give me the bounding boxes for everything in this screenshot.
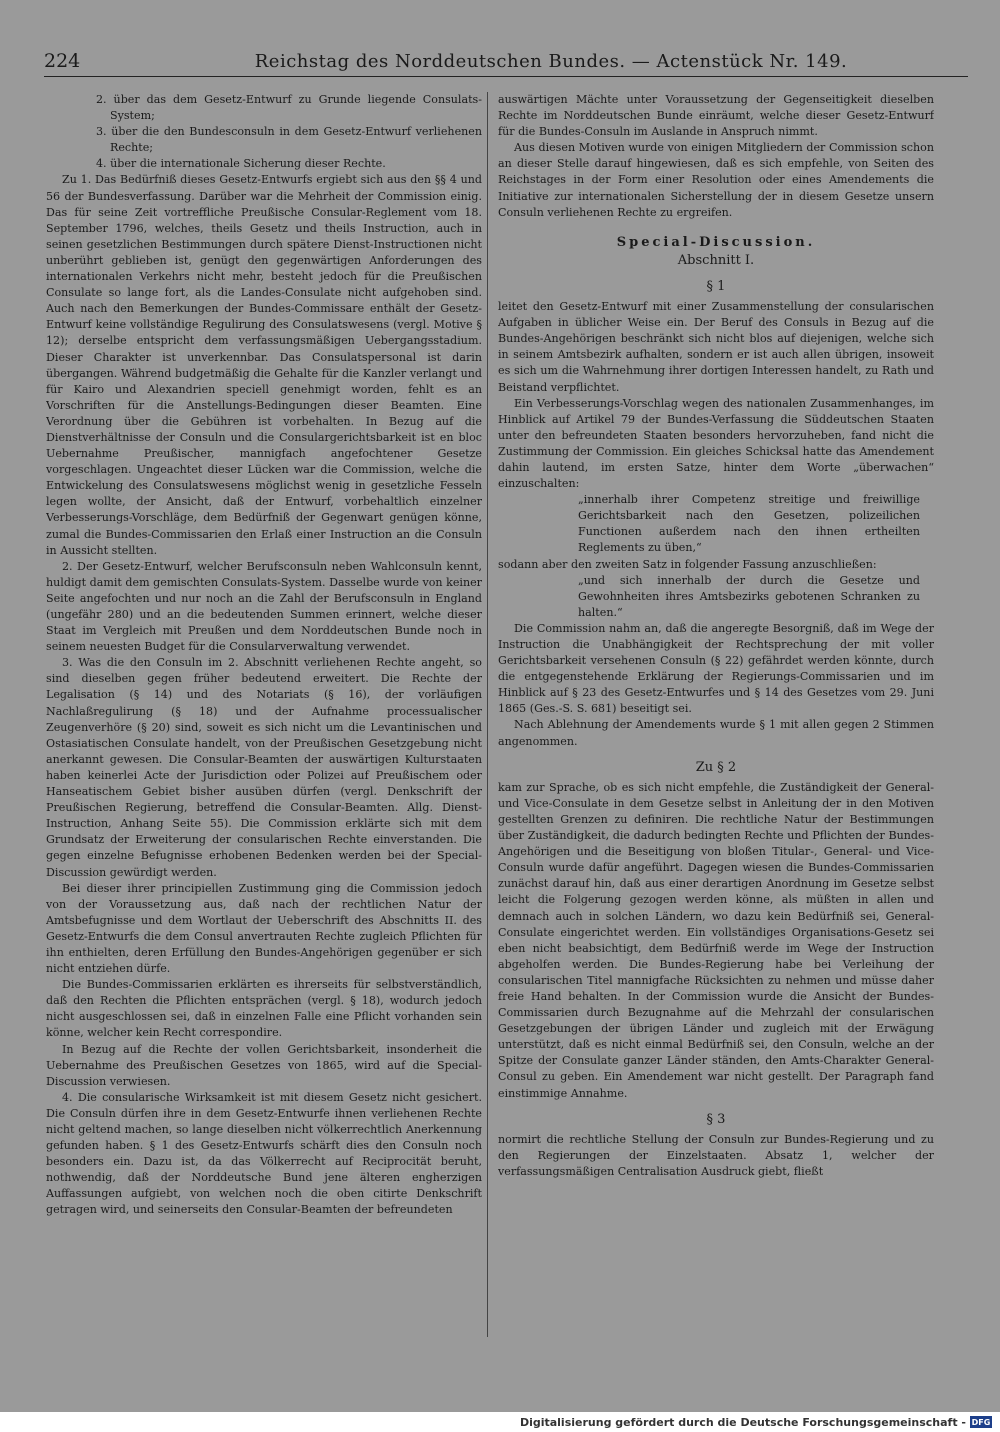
paragraph: In Bezug auf die Rechte der vollen Gerichtsbarkeit, insonderheit die Uebernahme des Preußischen Gesetzes von 1865, wird auf die Special-Discussion verwiesen. — [46, 1042, 482, 1088]
paragraph: 2. Der Gesetz-Entwurf, welcher Berufsconsuln neben Wahlconsuln kennt, huldigt damit dem gemischten Consulats-System. Dasselbe wurde von keiner Seite angefochten und nur noch an die Zahl der Berufsconsuln in England (ungefähr 280) und an die bedeutenden Summen erinnert, welche dieser Staat im Vergleich mit Preußen und dem Norddeutschen Bunde noch in seinem neuesten Budget für die Consularverwaltung verwendet. — [46, 559, 482, 654]
quotation: „innerhalb ihrer Competenz streitige und freiwillige Gerichtsbarkeit nach den Gesetzen, polizeilichen Functionen außerdem nach den ihnen ertheilten Reglements zu üben,“ — [578, 493, 920, 555]
paragraph-heading: § 1 — [706, 278, 726, 294]
paragraph-heading: § 3 — [706, 1111, 726, 1127]
page-number: 224 — [44, 50, 81, 72]
paragraph-heading: Zu § 2 — [695, 759, 737, 775]
paragraph: 4. Die consularische Wirksamkeit ist mit diesem Gesetz nicht gesichert. Die Consuln dürfen ihre in dem Gesetz-Entwurfe ihnen verliehenen Rechte nicht geltend machen, so lange dieselben nicht völkerrechtlich Anerkennung gefunden haben. § 1 des Gesetz-Entwurfs schärft dies den Consuln noch besonders ein. Dazu ist, da das Völkerrecht auf Reciprocität beruht, nothwendig, daß der Norddeutsche Bund jene älteren engherzigen Auffassungen aufgiebt, von welchen noch die oben citirte Denkschrift getragen wird, und seinerseits den Consular-Beamten der befreundeten — [46, 1090, 482, 1217]
left-column — [46, 92, 482, 1342]
paragraph: Bei dieser ihrer principiellen Zustimmung ging die Commission jedoch von der Voraussetzung aus, daß nach der rechtlichen Natur der Amtsbefugnisse und dem Wortlaut der Ueberschrift des Abschnitts II. des Gesetz-Entwurfs die dem Consul anvertrauten Rechte zugleich Pflichten für ihn enthielten, deren Erfüllung den Bundes-Angehörigen gegenüber er sich nicht entziehen dürfe. — [46, 881, 482, 976]
running-head: Reichstag des Norddeutschen Bundes. — Actenstück Nr. 149. — [254, 51, 848, 72]
paragraph: sodann aber den zweiten Satz in folgender Fassung anzuschließen: — [498, 557, 877, 571]
paragraph: Nach Ablehnung der Amendements wurde § 1 mit allen gegen 2 Stimmen angenommen. — [498, 718, 934, 748]
footer — [0, 1412, 1000, 1432]
funding-credit: Digitalisierung gefördert durch die Deutsche Forschungsgemeinschaft - — [519, 1415, 966, 1429]
page-header — [44, 50, 968, 77]
subsection-title: Abschnitt I. — [677, 252, 755, 268]
list-item: 3. über die den Bundesconsuln in dem Gesetz-Entwurf verliehenen Rechte; — [96, 125, 482, 155]
paragraph: Die Bundes-Commissarien erklärten es ihrerseits für selbstverständlich, daß den Rechten die Pflichten entsprächen (vergl. § 18), wodurch jedoch nicht ausgeschlossen sei, daß in einzelnen Falle eine Pflicht vorhanden sein könne, welcher kein Recht correspondire. — [46, 978, 482, 1040]
paragraph: 3. Was die den Consuln im 2. Abschnitt verliehenen Rechte angeht, so sind dieselben gegen früher bedeutend erweitert. Die Rechte der Legalisation (§ 14) und des Notariats (§ 16), der vorläufigen Nachlaßregulirung (§ 18) und der Aufnahme processualischer Zeugenverhöre (§ 20) sind, soweit es sich nicht um die Levantinischen und Ostasiatischen Consulate handelt, von der Preußischen Gesetzgebung nicht anerkannt gewesen. Die Consular-Beamten der auswärtigen Kulturstaaten haben keinerlei Acte der Jurisdiction oder Polizei auf Preußischem oder Hanseatischem Gebiet bisher ausüben dürfen (vergl. Denkschrift der Preußischen Regierung, betreffend die Consular-Beamten. Allg. Dienst-Instruction, Anhang Seite 55). Die Commission erklärte sich mit dem Grundsatz der Erweiterung der consularischen Rechte einverstanden. Die gegen einzelne Befugnisse erhobenen Bedenken werden bei der Special-Discussion gewürdigt werden. — [46, 656, 482, 879]
paragraph: Die Commission nahm an, daß die angeregte Besorgniß, daß im Wege der Instruction die Unabhängigkeit der Rechtsprechung der mit voller Gerichtsbarkeit versehenen Consuln (§ 22) gefährdet werden könnte, durch die entgegenstehende Erklärung der Regierungs-Commissarien und im Hinblick auf § 23 des Gesetz-Entwurfes und § 14 des Gesetzes vom 29. Juni 1865 (Ges.-S. S. 681) beseitigt sei. — [498, 621, 934, 716]
section-title: Special-Discussion. — [616, 234, 816, 250]
list-item: 4. über die internationale Sicherung dieser Rechte. — [96, 157, 386, 171]
paragraph: normirt die rechtliche Stellung der Consuln zur Bundes-Regierung und zu den Regierungen der Einzelstaaten. Absatz 1, welcher der verfassungsmäßigen Centralisation Ausdruck giebt, fließt — [498, 1132, 934, 1178]
paragraph: Aus diesen Motiven wurde von einigen Mitgliedern der Commission schon an dieser Stelle darauf hingewiesen, daß es sich empfehle, von Seiten des Reichstages in der Form einer Resolution oder eines Amendements die Initiative zur internationalen Sicherstellung der in diesem Gesetze unsern Consuln verliehenen Rechte zu ergreifen. — [498, 141, 934, 219]
paragraph: Ein Verbesserungs-Vorschlag wegen des nationalen Zusammenhanges, im Hinblick auf Artikel 79 der Bundes-Verfassung die Süddeutschen Staaten unter den befreundeten Staaten besonders hervorzuheben, fand nicht die Zustimmung der Commission. Ein gleiches Schicksal hatte das Amendement dahin lautend, im ersten Satze, hinter dem Worte „überwachen“ einzuschalten: — [498, 396, 934, 491]
quotation: „und sich innerhalb der durch die Gesetze und Gewohnheiten ihres Amtsbezirks gebotenen Schranken zu halten.“ — [578, 573, 920, 619]
right-column — [498, 92, 934, 1342]
list-item: 2. über das dem Gesetz-Entwurf zu Grunde liegende Consulats-System; — [96, 93, 482, 123]
paragraph: kam zur Sprache, ob es sich nicht empfehle, die Zuständigkeit der General- und Vice-Consulate in dem Gesetze selbst in Anleitung der in den Motiven gestellten Grenzen zu definiren. Die rechtliche Natur der Bestimmungen über Zuständigkeit, die dadurch bedingten Rechte und Pflichten der Bundes-Angehörigen und die Beseitigung von bloßen Titular-, General- und Vice-Consuln wurde dafür angeführt. Dagegen wiesen die Bundes-Commissarien zunächst darauf hin, daß aus einer derartigen Anordnung im Gesetze selbst leicht die Folgerung gezogen werden könne, als müßten in allen und demnach auch in solchen Ländern, wo dazu kein Bedürfniß sei, General-Consulate eingerichtet werden. Ein vollständiges Organisations-Gesetz sei eben nicht beabsichtigt, dem Bedürfniß werde im Wege der Instruction abgeholfen werden. Die Bundes-Regierung habe bei Verleihung der consularischen Titel mannigfache Rücksichten zu nehmen und müsse daher freie Hand behalten. In der Commission wurde die Ansicht der Bundes-Commissarien durch Bezugnahme auf die Mehrzahl der consularischen Gesetzgebungen der übrigen Länder und zugleich mit der Erwägung unterstützt, daß es nicht einmal Bedürfniß sei, den Consuln, welche an der Spitze der Consulate ganzer Länder ständen, den Amts-Charakter General-Consul zu geben. Ein Amendement war nicht gestellt. Der Paragraph fand einstimmige Annahme. — [498, 780, 934, 1100]
paragraph: leitet den Gesetz-Entwurf mit einer Zusammenstellung der consularischen Aufgaben in üblicher Weise ein. Der Beruf des Consuls in Bezug auf die Bundes-Angehörigen beschränkt sich nicht blos auf diejenigen, welche sich in seinem Amtsbezirk aufhalten, sondern er ist auch allen übrigen, insoweit es sich um die Wahrnehmung ihrer dortigen Interessen handelt, zu Rath und Beistand verpflichtet. — [498, 300, 934, 394]
dfg-logo[interactable]: DFG — [971, 1417, 991, 1427]
paragraph: auswärtigen Mächte unter Voraussetzung der Gegenseitigkeit dieselben Rechte im Norddeutschen Bunde einräumt, welche dieser Gesetz-Entwurf für die Bundes-Consuln im Auslande in Anspruch nimmt. — [498, 93, 934, 139]
column-divider — [487, 92, 488, 1337]
paragraph: Zu 1. Das Bedürfniß dieses Gesetz-Entwurfs ergiebt sich aus den §§ 4 und 56 der Bundesverfassung. Darüber war die Mehrheit der Commission einig. Das für seine Zeit vortreffliche Preußische Consular-Reglement vom 18. September 1796, welches, theils Gesetz und theils Instruction, auch in seinen gesetzlichen Bestimmungen durch spätere Dienst-Instructionen nicht unberührt geblieben ist, genügt den gegenwärtigen Anforderungen des internationalen Verkehrs nicht mehr, besteht jedoch für die Preußischen Consulate so lange fort, als die Landes-Consulate nicht aufgehoben sind. Auch nach den Bemerkungen der Bundes-Commissare enthält der Gesetz-Entwurf keine vollständige Regulirung des Consulatswesens (vergl. Motive § 12); derselbe entspricht dem verfassungsmäßigen Uebergangsstadium. Dieser Charakter ist unverkennbar. Das Consulatspersonal ist darin übergangen. Während budgetmäßig die Gehalte für die Kanzler verlangt und für Kairo und Alexandrien speciell genehmigt worden, fehlt es an Vorschriften für die Anstellungs-Bedingungen dieser Beamten. Eine Verordnung über die Gebühren ist vorbehalten. In Bezug auf die Dienstverhältnisse der Consuln und die Consulargerichtsbarkeit ist en bloc Uebernahme Preußischer, mannigfach angefochtener Gesetze vorgeschlagen. Ungeachtet dieser Lücken war die Commission, welche die Entwickelung des Consulatswesens möglichst wenig in gesetzliche Fesseln legen wollte, der Ansicht, daß der Entwurf, vorbehaltlich einzelner Verbesserungs-Vorschläge, dem Bedürfniß der Gegenwart genügen könne, zumal die Bundes-Commissarien den Erlaß einer Instruction an die Consuln in Aussicht stellten. — [46, 173, 482, 557]
